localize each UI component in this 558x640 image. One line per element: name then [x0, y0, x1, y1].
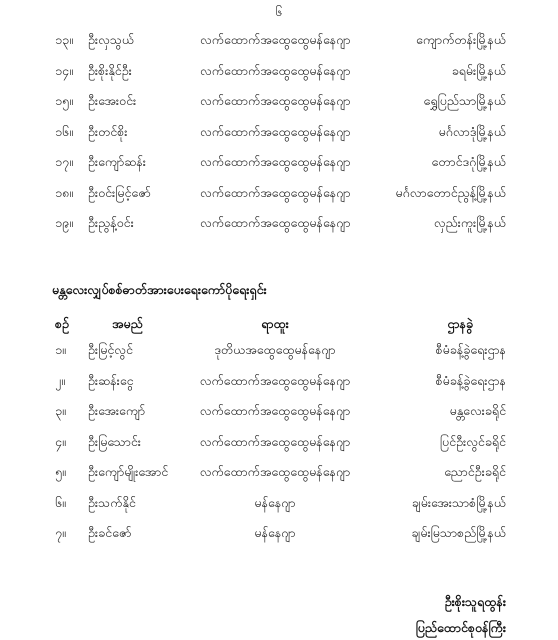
row-number: ၁၈။: [55, 184, 73, 200]
row-rank: လက်ထောက်အထွေထွေမန်နေဂျာ: [200, 184, 351, 200]
row-rank: လက်ထောက်အထွေထွေမန်နေဂျာ: [200, 32, 351, 47]
row-name: ဦးဆန်းငွေ: [88, 372, 134, 388]
row-number: ၃။: [55, 403, 66, 418]
table-row: [0, 154, 558, 174]
row-department: မန္တလေးခရိုင်: [449, 403, 506, 418]
row-number: ၁။: [55, 342, 66, 357]
row-name: ဦးသက်နိုင်: [88, 494, 136, 510]
row-name: ဦးညွန့်ဝင်း: [88, 215, 134, 230]
header-rank: ရာထူး: [261, 316, 289, 331]
table-row: [0, 464, 558, 484]
row-rank: မန်နေဂျာ: [254, 494, 296, 510]
row-rank: လက်ထောက်အထွေထွေမန်နေဂျာ: [200, 93, 351, 108]
row-name: ဦးစိုးနိုင်ဦး: [88, 62, 132, 78]
row-number: ၁၅။: [55, 93, 73, 108]
row-name: ဦးလှသွယ်: [88, 32, 135, 47]
row-department: ချမ်းမြသာစည်မြို့နယ်: [411, 525, 506, 540]
signature-name: ဦးစိုးသူရထွန်း: [444, 594, 506, 609]
table-row: [0, 63, 558, 83]
table-row: [0, 373, 558, 393]
table-row: [0, 495, 558, 515]
row-department: စီမံခန့်ခွဲရေးဌာန: [435, 372, 506, 388]
row-department: ချမ်းအေးသာစံမြို့နယ်: [411, 494, 506, 510]
row-number: ၆။: [55, 494, 66, 510]
row-number: ၁၄။: [55, 62, 73, 78]
row-rank: လက်ထောက်အထွေထွေမန်နေဂျာ: [199, 433, 351, 449]
row-rank: လက်ထောက်အထွေထွေမန်နေဂျာ: [199, 464, 351, 479]
row-number: ၁၆။: [55, 123, 73, 139]
row-department: ပြင်ဦးလွင်ခရိုင်: [439, 433, 506, 449]
header-name: အမည်: [112, 316, 143, 331]
row-rank: ဒုတိယအထွေထွေမန်နေဂျာ: [214, 342, 336, 357]
row-name: ဦးအေးကျော်: [88, 403, 146, 418]
row-name: ဦးကျော်ဆန်း: [88, 154, 146, 169]
row-department: လှည်းကူးမြို့နယ်: [433, 215, 506, 230]
header-num: စဉ်: [55, 316, 69, 331]
row-name: ဦးကျော်မျိုးအောင်: [88, 464, 169, 479]
row-number: ၄။: [55, 433, 66, 449]
row-department: တောင်ဒဂုံမြို့နယ်: [431, 154, 506, 169]
row-name: ဦးအေးဝင်း: [88, 93, 137, 108]
row-number: ၂။: [55, 372, 65, 388]
row-department: ညောင်ဦးခရိုင်: [444, 464, 506, 479]
row-number: ၁၇။: [55, 154, 73, 169]
table-row: [0, 124, 558, 144]
row-number: ၇။: [55, 525, 66, 540]
signature-title: ပြည်ထောင်စုဝန်ကြီး: [415, 620, 506, 635]
row-name: ဦးမြင့်လွင်: [88, 342, 133, 357]
row-rank: လက်ထောက်အထွေထွေမန်နေဂျာ: [200, 215, 351, 230]
row-department: ခရမ်းမြို့နယ်: [451, 62, 506, 78]
header-dept: ဌာနခွဲ: [447, 316, 473, 331]
row-rank: လက်ထောက်အထွေထွေမန်နေဂျာ: [199, 403, 351, 418]
row-rank: လက်ထောက်အထွေထွေမန်နေဂျာ: [200, 62, 351, 78]
row-rank: လက်ထောက်အထွေထွေမန်နေဂျာ: [200, 123, 351, 139]
row-department: မင်္ဂလာဒုံမြို့နယ်: [438, 123, 506, 139]
row-name: ဦးမြသောင်း: [88, 433, 141, 449]
table-row: [0, 403, 558, 423]
row-number: ၁၉။: [55, 215, 73, 230]
row-number: ၅။: [55, 464, 66, 479]
table-row: [0, 93, 558, 113]
page-number: ၆: [275, 5, 283, 19]
row-number: ၁၃။: [55, 32, 73, 47]
table-row: [0, 525, 558, 545]
row-department: ရွှေပြည်သာမြို့နယ်: [423, 93, 506, 108]
table-row: [0, 342, 558, 362]
row-department: စီမံခန့်ခွဲရေးဌာန: [435, 342, 506, 357]
row-department: မင်္ဂလာတောင်ညွန့်မြို့နယ်: [395, 184, 506, 200]
row-department: ကျောက်တန်းမြို့နယ်: [416, 32, 506, 47]
table-row: [0, 185, 558, 205]
table-row: [0, 215, 558, 235]
row-name: ဦးခင်ဇော်: [88, 525, 132, 540]
section-title: မန္တလေးလျှပ်စစ်ဓာတ်အားပေးရေးကော်ပိုရေးရှင်း: [52, 282, 267, 297]
row-name: ဦးဝင်းမြင့်ဇော်: [88, 184, 151, 200]
row-rank: မန်နေဂျာ: [254, 525, 296, 540]
row-rank: လက်ထောက်အထွေထွေမန်နေဂျာ: [199, 372, 351, 388]
row-rank: လက်ထောက်အထွေထွေမန်နေဂျာ: [200, 154, 351, 169]
row-name: ဦးတင်စိုး: [88, 123, 128, 139]
table-row: [0, 434, 558, 454]
table-row: [0, 32, 558, 52]
